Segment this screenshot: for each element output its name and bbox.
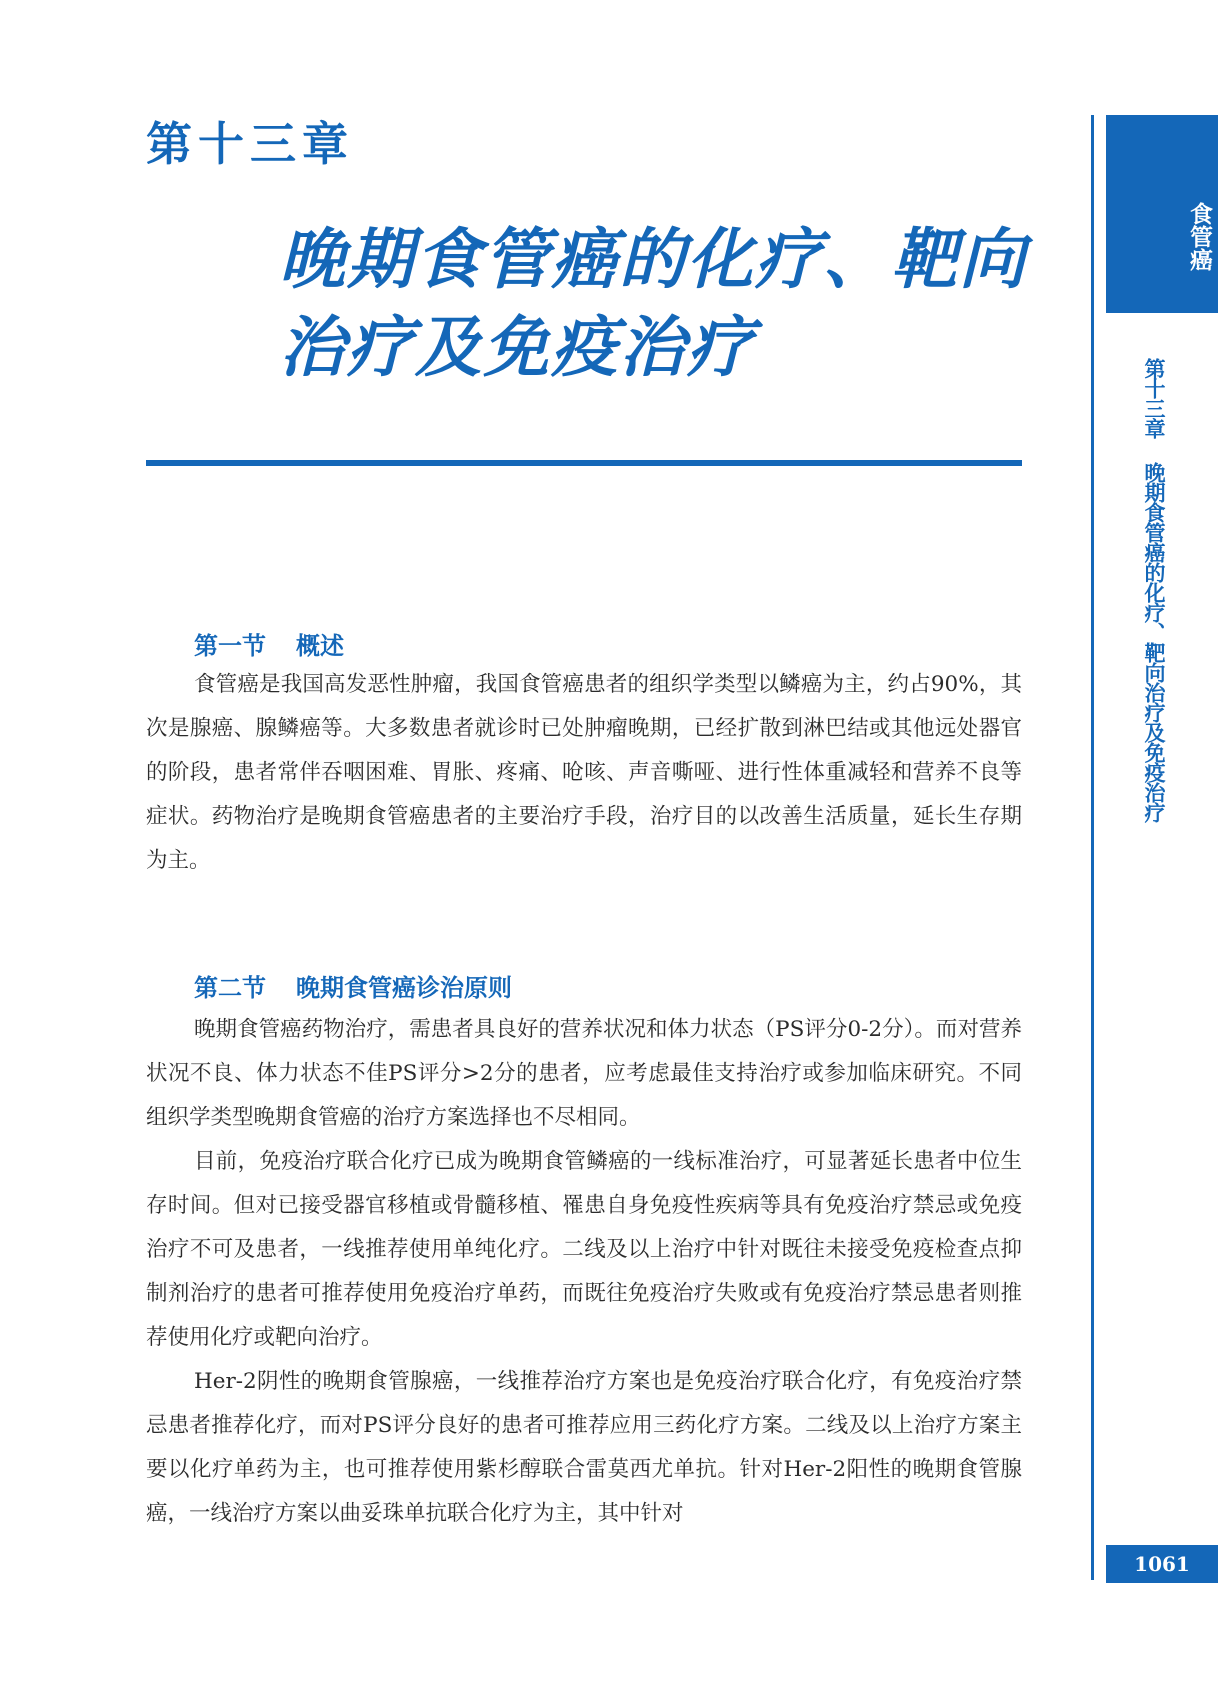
- section-1-paragraph-1: 食管癌是我国高发恶性肿瘤，我国食管癌患者的组织学类型以鳞癌为主，约占90%，其次是腺癌、腺鳞癌等。大多数患者就诊时已处肿瘤晚期，已经扩散到淋巴结或其他远处器官的阶段，患者常伴吞咽困难、胃胀、疼痛、呛咳、声音嘶哑、进行性体重减轻和营养不良等症状。药物治疗是晚期食管癌患者的主要治疗手段，治疗目的以改善生活质量，延长生存期为主。: [146, 672, 1022, 873]
- side-thumb-tab: 食管癌: [1106, 115, 1218, 313]
- chapter-title: [279, 216, 1039, 392]
- running-head: 第十三章 晚期食管癌的化疗、靶向治疗及免疫治疗: [1142, 358, 1167, 822]
- section-2-paragraph-2: 目前，免疫治疗联合化疗已成为晚期食管鳞癌的一线标准治疗，可显著延长患者中位生存时间。但对已接受器官移植或骨髓移植、罹患自身免疫性疾病等具有免疫治疗禁忌或免疫治疗不可及患者，一线推荐使用单纯化疗。二线及以上治疗中针对既往未接受免疫检查点抑制剂治疗的患者可推荐使用免疫治疗单药，而既往免疫治疗失败或有免疫治疗禁忌患者则推荐使用化疗或靶向治疗。: [146, 1149, 1022, 1350]
- page-number: 1061: [1106, 1545, 1218, 1583]
- section-2-number: 第二节: [194, 973, 266, 1002]
- section-1-heading: [194, 626, 344, 661]
- title-divider: [146, 460, 1022, 466]
- side-rule: [1091, 115, 1094, 1580]
- section-2-title: 晚期食管癌诊治原则: [296, 973, 512, 1002]
- section-1-title: 概述: [296, 631, 344, 660]
- section-2-heading: [194, 968, 512, 1003]
- section-1-number: 第一节: [194, 631, 266, 660]
- chapter-title-line-1: 晚期食管癌的化疗、靶向: [279, 221, 1027, 298]
- chapter-label: 第十三章: [146, 117, 354, 171]
- chapter-title-line-2: 治疗及免疫治疗: [279, 309, 755, 386]
- section-2-paragraph-3: Her-2阴性的晚期食管腺癌，一线推荐治疗方案也是免疫治疗联合化疗，有免疫治疗禁忌患者推荐化疗，而对PS评分良好的患者可推荐应用三药化疗方案。二线及以上治疗方案主要以化疗单药为主，也可推荐使用紫杉醇联合雷莫西尤单抗。针对Her-2阳性的晚期食管腺癌，一线治疗方案以曲妥珠单抗联合化疗为主，其中针对: [146, 1369, 1022, 1526]
- section-2-paragraph-1: 晚期食管癌药物治疗，需患者具良好的营养状况和体力状态（PS评分0-2分）。而对营养状况不良、体力状态不佳PS评分>2分的患者，应考虑最佳支持治疗或参加临床研究。不同组织学类型晚期食管癌的治疗方案选择也不尽相同。: [146, 1017, 1022, 1130]
